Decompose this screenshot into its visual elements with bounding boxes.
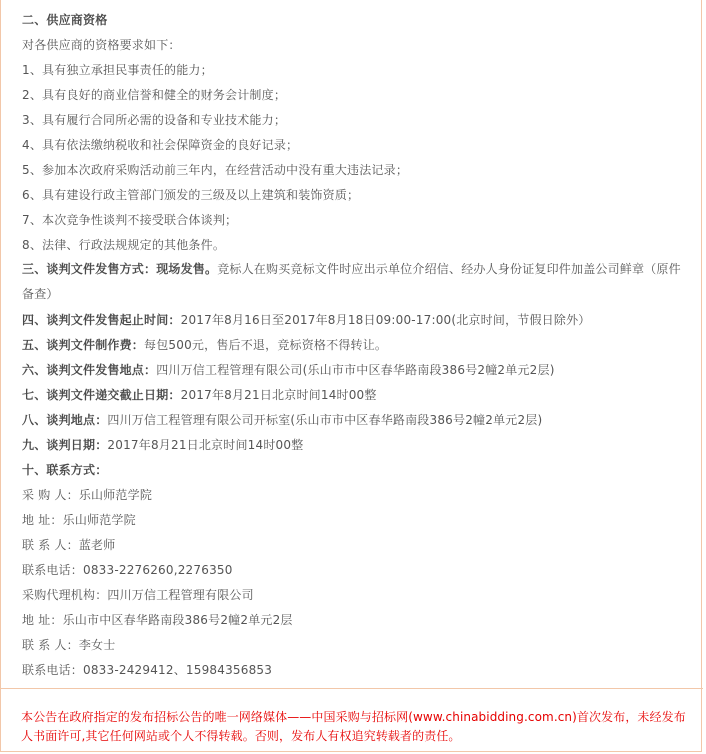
qualification-item-6: 6、具有建设行政主管部门颁发的三级及以上建筑和装饰资质；: [22, 188, 360, 202]
negotiation-location-label: 八、谈判地点：: [22, 413, 108, 427]
contact-purchaser-person: 联 系 人：蓝老师: [22, 538, 116, 552]
sale-method-text: 竞标人在购买竞标文件时应出示单位介绍信、经办人身份证复印件加盖公司鲜章（原件备查）: [22, 262, 681, 301]
qualification-intro: 对各供应商的资格要求如下：: [22, 38, 181, 52]
qualification-item-4: 4、具有依法缴纳税收和社会保障资金的良好记录；: [22, 138, 299, 152]
section-sale-location: [22, 362, 555, 378]
section-heading-supplier-qualification: 二、供应商资格: [22, 13, 108, 27]
contact-purchaser: 采 购 人：乐山师范学院: [22, 488, 153, 502]
contact-purchaser-phone: 联系电话：0833-2276260,2276350: [22, 563, 233, 577]
sale-location-text: 四川万信工程管理有限公司(乐山市市中区春华路南段386号2幢2单元2层): [156, 363, 555, 377]
footer-divider: [1, 688, 703, 689]
contact-agency-phone: 联系电话：0833-2429412、15984356853: [22, 663, 273, 677]
section-document-fee: [22, 337, 387, 353]
section-sale-period: [22, 312, 590, 328]
sale-location-label: 六、谈判文件发售地点：: [22, 363, 157, 377]
submission-deadline-label: 七、谈判文件递交截止日期：: [22, 388, 181, 402]
negotiation-location-text: 四川万信工程管理有限公司开标室(乐山市市中区春华路南段386号2幢2单元2层): [107, 413, 543, 427]
contact-agency-person: 联 系 人：李女士: [22, 638, 116, 652]
qualification-item-3: 3、具有履行合同所必需的设备和专业技术能力；: [22, 113, 287, 127]
sale-method-label: 三、谈判文件发售方式：现场发售。: [22, 262, 218, 276]
contact-agency: 采购代理机构：四川万信工程管理有限公司: [22, 588, 254, 602]
section-submission-deadline: [22, 387, 377, 403]
sale-period-text: 2017年8月16日至2017年8月18日09:00-17:00(北京时间，节假日除外）: [180, 313, 591, 327]
copyright-notice: 本公告在政府指定的发布招标公告的唯一网络媒体——中国采购与招标网(www.chinabidding.com.cn)首次发布，未经发布人书面许可,其它任何网站或个人不得转载。否则，发布人有权追究转载者的责任。: [21, 710, 686, 743]
contact-purchaser-address: 地 址：乐山师范学院: [22, 513, 136, 527]
qualification-item-7: 7、本次竞争性谈判不接受联合体谈判；: [22, 213, 238, 227]
section-negotiation-date: [22, 437, 303, 453]
qualification-item-8: 8、法律、行政法规规定的其他条件。: [22, 238, 226, 252]
section-heading-contact: 十、联系方式：: [22, 463, 108, 477]
negotiation-date-label: 九、谈判日期：: [22, 438, 108, 452]
sale-period-label: 四、谈判文件发售起止时间：: [22, 313, 181, 327]
qualification-item-5: 5、参加本次政府采购活动前三年内，在经营活动中没有重大违法记录；: [22, 163, 409, 177]
section-negotiation-location: [22, 412, 542, 428]
submission-deadline-text: 2017年8月21日北京时间14时00整: [180, 388, 377, 402]
document-fee-text: 每包500元，售后不退，竞标资格不得转让。: [144, 338, 388, 352]
qualification-item-2: 2、具有良好的商业信誉和健全的财务会计制度；: [22, 88, 287, 102]
contact-agency-address: 地 址：乐山市中区春华路南段386号2幢2单元2层: [22, 613, 293, 627]
negotiation-date-text: 2017年8月21日北京时间14时00整: [107, 438, 304, 452]
document-fee-label: 五、谈判文件制作费：: [22, 338, 145, 352]
section-sale-method: [22, 257, 682, 307]
qualification-item-1: 1、具有独立承担民事责任的能力；: [22, 63, 213, 77]
